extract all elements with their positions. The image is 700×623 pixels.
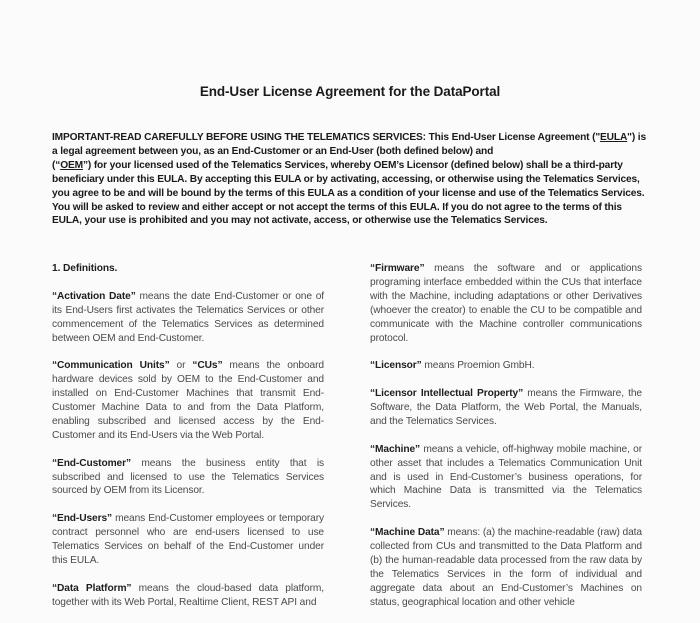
intro-prefix: IMPORTANT-READ CAREFULLY BEFORE USING THE TELEMATICS SERVICES: This End-User License Agreement (" [52, 132, 601, 143]
intro-paragraph [52, 131, 648, 228]
definition-term: “Machine Data” [370, 527, 445, 539]
definition-text: means a vehicle, off-highway mobile machine, or other asset that includes a Telematics Communication Unit and is used in End-Customer’s business operations, for which Machine Data is transmitted via the Telematics Services. [370, 443, 642, 511]
oem-open: (“ [52, 159, 61, 171]
definition-communication-units [52, 359, 324, 442]
definition-term: “Machine” [370, 443, 421, 455]
definition-text: means the date End-Customer or one of its End-Users first activates the Telematics Services or other commencement of the Telematics Services as determined between OEM and End-Customer. [52, 290, 324, 344]
definition-term-alt: “CUs” [192, 360, 223, 372]
definition-term: “Communication Units” [52, 360, 170, 372]
document-title: End-User License Agreement for the DataPortal [199, 84, 501, 99]
definition-text: means the Firmware, the Software, the Data Platform, the Web Portal, the Manuals, and the Telematics Services. [370, 388, 642, 427]
definition-text: means the cloud-based data platform, together with its Web Portal, Realtime Client, REST API and [52, 582, 325, 608]
definition-text: means Proemion GmbH. [421, 360, 535, 372]
definition-term: “Activation Date” [52, 290, 136, 302]
definition-term: “End-Customer” [52, 457, 131, 469]
intro-mid: ") is a legal agreement between you, as an End-Customer or an End-User (both defined below) and [52, 132, 646, 157]
definition-connector: or [169, 360, 193, 372]
definition-activation-date [52, 290, 324, 346]
definition-end-customer [52, 457, 324, 499]
definition-end-users [52, 512, 324, 568]
definition-term: “End-Users” [52, 513, 113, 525]
left-column [52, 262, 324, 623]
definition-text: means the software and or applications programing interface embedded within the CUs that interface with the Machine, including adaptations or other Derivatives (whoever the creator) to enable the CU to be compatible and communicate with the Machine controller communications protocol. [370, 263, 642, 344]
definition-text: means the business entity that is subscribed and licensed to use the Telematics Services sourced by OEM from its Licensor. [52, 457, 324, 497]
definition-machine [370, 443, 642, 513]
eula-abbreviation: EULA [600, 132, 628, 143]
definition-firmware [370, 262, 642, 345]
definition-data-platform [52, 582, 324, 610]
definition-machine-data [370, 526, 642, 609]
right-column [370, 262, 642, 623]
definition-term: “Licensor” [370, 360, 422, 372]
definition-term: “Firmware” [370, 263, 425, 274]
definition-text: means: (a) the machine-readable (raw) data collected from CUs and transmitted to the Data Platform and (b) the human-readable data processed from the raw data by the Telematics Services in the form of individual and aggregate data about an End-Customer’s Machines on status, geographical location and other vehicle [370, 527, 642, 608]
oem-abbreviation: OEM [60, 159, 83, 171]
definition-text: means End-Customer employees or temporary contract personnel who are end-users licensed to use Telematics Services on behalf of the End-Customer under this EULA. [52, 513, 324, 566]
definition-term: “Licensor Intellectual Property” [370, 388, 524, 400]
definition-licensor [370, 359, 642, 373]
definition-licensor-ip [370, 387, 642, 429]
intro-rest: ”) for your licensed used of the Telematics Services, whereby OEM’s Licensor (defined below) shall be a third-party beneficiary under this EULA. By accepting this EULA or by activating, accessing, or otherwise using the Telematics Services, you agree to be and will be bound by the terms of this EULA as a condition of your license and use of the Telematics Services. You will be asked to review and either accept or not accept the terms of this EULA. If you do not agree to the terms of this EULA, your use is prohibited and you may not activate, access, or otherwise use the Telematics Services. [52, 159, 645, 227]
section-heading-definitions: 1. Definitions. [52, 263, 118, 274]
definition-text: means the onboard hardware devices sold by OEM to the End-Customer and installed on End-Customer Machines that transmit End-Customer Machine Data to and from the Data Platform, enabling subscribed and licensed access by the End-Customer and its End-Users via the Web Portal. [52, 360, 324, 441]
definition-term: “Data Platform” [52, 582, 132, 594]
